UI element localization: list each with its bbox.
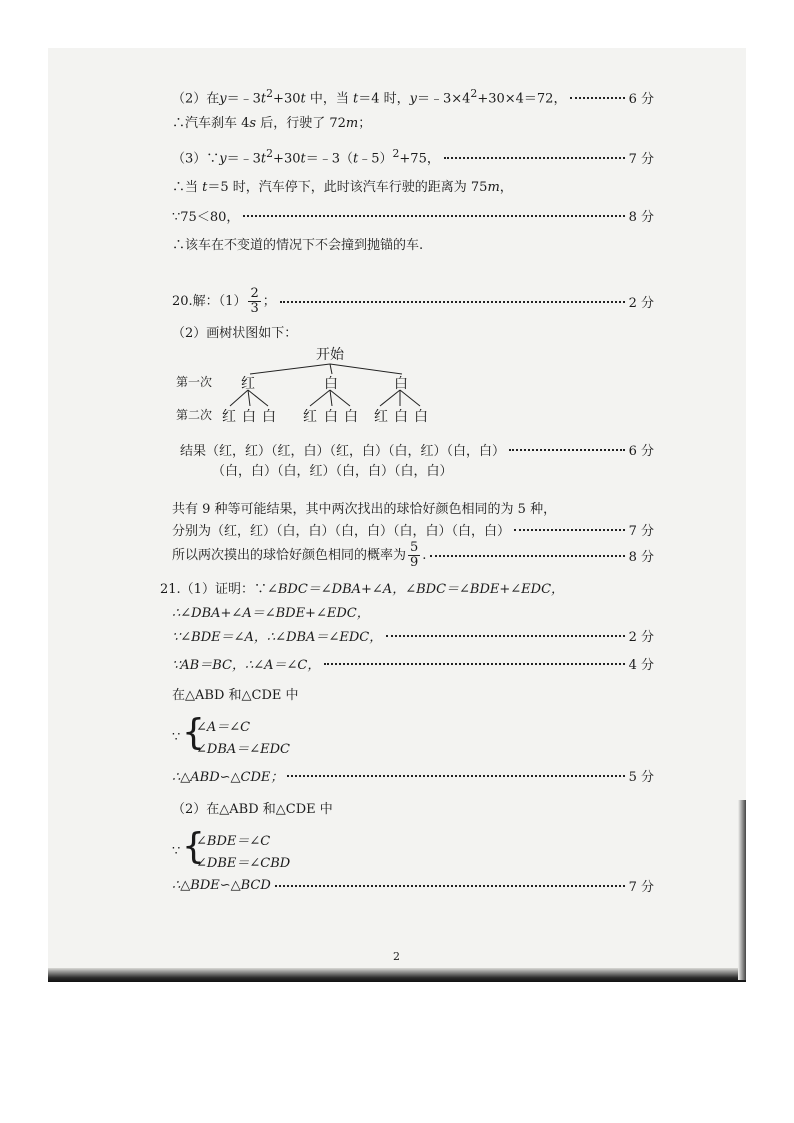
tree-node: 白 bbox=[324, 376, 338, 392]
q20-line-2: （2）画树状图如下： bbox=[172, 326, 298, 341]
tree-row-label-second: 第二次 bbox=[176, 408, 213, 422]
dot-leader bbox=[275, 883, 625, 887]
q21-line-7: （2）在△ABD 和△CDE 中 bbox=[172, 802, 333, 817]
tree-leaf: 红 bbox=[222, 409, 236, 425]
dot-leader bbox=[287, 773, 624, 777]
q19-line-3: ∴汽车刹车 4s 后，行驶了 72m； bbox=[172, 116, 372, 131]
fraction-two-thirds: $\frac{2}{3}$ bbox=[250, 285, 259, 316]
score-label: 2 分 bbox=[628, 629, 654, 645]
tree-leaf: 红 bbox=[374, 409, 388, 425]
q21-line-8: ∴△BDE∽△BCD 7 分 bbox=[172, 877, 654, 895]
tree-row-label-first: 第一次 bbox=[176, 375, 213, 389]
q20-line-4: 分别为（红，红）（白，白）（白，白）（白，白）（白，白） 7 分 bbox=[172, 518, 654, 540]
tree-diagram bbox=[170, 340, 470, 430]
score-label: 4 分 bbox=[628, 657, 654, 673]
score-label: 7 分 bbox=[628, 151, 654, 167]
q19-line-2: （2）在$y=﹣3t^2+30t$ 中，当 t＝4 时，$y=﹣3\times 4^2+30\times 4=72$， 6 分 bbox=[172, 87, 654, 107]
tree-leaf: 白 bbox=[242, 409, 256, 425]
tree-node: 红 bbox=[241, 376, 255, 392]
score-label: 5 分 bbox=[628, 769, 654, 785]
score-label: 6 分 bbox=[628, 91, 654, 107]
q21-line-4: ∵AB＝BC，∴∠A＝∠C， 4 分 bbox=[172, 652, 654, 674]
q21-line-3: ∵∠BDE＝∠A，∴∠DBA＝∠EDC， 2 分 bbox=[172, 624, 654, 646]
tree-leaf: 白 bbox=[262, 409, 276, 425]
dot-leader bbox=[509, 447, 625, 451]
scan-shadow-right bbox=[738, 800, 746, 980]
tree-node: 白 bbox=[394, 376, 408, 392]
dot-leader bbox=[430, 553, 624, 557]
q19-conclusion: ∴该车在不变道的情况下不会撞到抛锚的车. bbox=[172, 238, 424, 253]
q20-line-1: 20.解：（1） $\frac{2}{3}$ ； 2 分 bbox=[172, 285, 654, 316]
q19-line-4: $(3)\because y=﹣3t^2+30t=﹣3(t﹣5)^2+75$， 7 分 bbox=[172, 147, 654, 167]
equation-system-2: ∵ { ∠BDE＝∠C ∠DBE＝∠CBD bbox=[172, 826, 291, 871]
q21-line-5: 在△ABD 和△CDE 中 bbox=[172, 688, 299, 703]
tree-leaf: 白 bbox=[394, 409, 408, 425]
dot-leader bbox=[243, 213, 624, 217]
tree-leaf: 白 bbox=[344, 409, 358, 425]
equation-system-1: ∵ { ∠A＝∠C ∠DBA＝∠EDC bbox=[172, 712, 291, 757]
fraction-five-ninths: $\frac{5}{9}$ bbox=[410, 539, 419, 570]
score-label: 7 分 bbox=[628, 523, 654, 539]
left-brace: { bbox=[182, 712, 205, 753]
page-number: 2 bbox=[393, 950, 400, 963]
score-label: 7 分 bbox=[628, 879, 654, 895]
dot-leader bbox=[386, 633, 624, 637]
q21-line-1: 21.（1）证明：∵∠BDC＝∠DBA+∠A，∠BDC＝∠BDE+∠EDC， bbox=[160, 582, 565, 597]
dot-leader bbox=[514, 527, 625, 531]
score-label: 8 分 bbox=[628, 549, 654, 565]
q19-line-5: ∴当 t＝5 时，汽车停下，此时该汽车行驶的距离为 75m， bbox=[172, 180, 513, 195]
q20-result-line-1: 结果（红，红）（红，白）（红，白）（白，红）（白，白） 6 分 bbox=[180, 438, 654, 460]
dot-leader bbox=[280, 299, 625, 303]
tree-leaf: 白 bbox=[324, 409, 338, 425]
q20-line-3: 共有 9 种等可能结果，其中两次找出的球恰好颜色相同的为 5 种， bbox=[172, 502, 557, 517]
scan-shadow-bottom bbox=[48, 968, 746, 982]
dot-leader bbox=[324, 661, 624, 665]
left-brace: { bbox=[182, 826, 205, 867]
score-label: 6 分 bbox=[628, 443, 654, 459]
tree-root: 开始 bbox=[316, 347, 344, 363]
dot-leader bbox=[444, 155, 625, 159]
q21-line-6: ∴△ABD∽△CDE； 5 分 bbox=[172, 764, 654, 786]
score-label: 8 分 bbox=[628, 209, 654, 225]
q21-line-2: ∴∠DBA+∠A＝∠BDE+∠EDC， bbox=[172, 606, 370, 621]
score-label: 2 分 bbox=[628, 295, 654, 311]
q20-line-5: 所以两次摸出的球恰好颜色相同的概率为 $\frac{5}{9}$ . 8 分 bbox=[172, 539, 654, 570]
tree-leaf: 白 bbox=[414, 409, 428, 425]
q20-result-line-2: （白，白）（白，红）（白，白）（白，白） bbox=[212, 464, 453, 479]
tree-leaf: 红 bbox=[303, 409, 317, 425]
q19-line-6: ∵75＜80， 8 分 bbox=[172, 204, 654, 226]
dot-leader bbox=[570, 95, 624, 99]
